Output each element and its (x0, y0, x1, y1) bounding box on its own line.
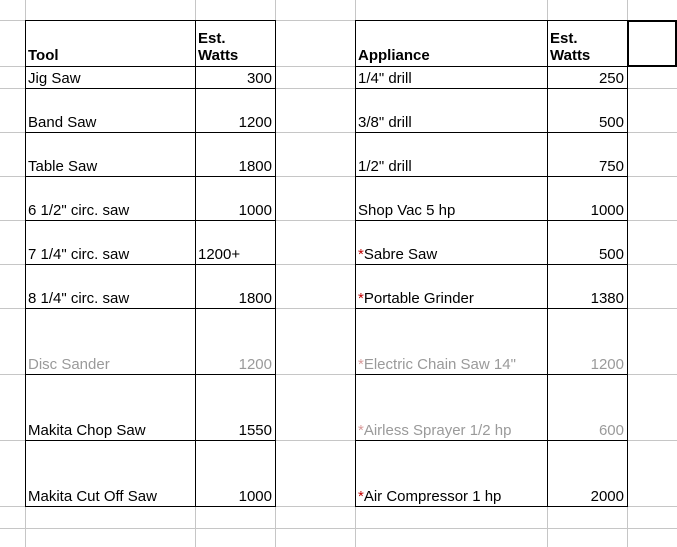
tool-name-cell[interactable] (25, 441, 195, 506)
tool-watts-cell[interactable] (195, 309, 275, 374)
asterisk-marker: * (358, 290, 364, 307)
appliance-label (358, 202, 455, 219)
tool-watts: 1200+ (198, 246, 241, 263)
appliance-label (358, 114, 412, 131)
tool-watts: 1800 (238, 290, 272, 307)
tool-name-cell[interactable] (25, 309, 195, 374)
appliance-watts-cell[interactable] (547, 133, 627, 176)
header-tool[interactable] (25, 21, 195, 66)
appliance-name: Air Compressor 1 hp (363, 488, 502, 505)
appliance-name-cell[interactable] (355, 67, 547, 88)
header-est-watts-left[interactable] (195, 21, 275, 66)
appliance-watts: 750 (598, 158, 624, 175)
appliance-label (358, 356, 516, 373)
appliance-label (358, 422, 511, 439)
tool-watts: 1000 (238, 488, 272, 505)
tool-name-cell[interactable] (25, 375, 195, 440)
appliance-name-cell[interactable] (355, 309, 547, 374)
appliance-name: Airless Sprayer 1/2 hp (363, 422, 512, 439)
tool-name: Band Saw (28, 114, 97, 131)
asterisk-marker: * (358, 356, 364, 373)
appliance-name-cell[interactable] (355, 221, 547, 264)
appliance-watts: 500 (598, 246, 624, 263)
appliance-watts-cell[interactable] (547, 375, 627, 440)
appliance-watts: 2000 (590, 488, 624, 505)
tool-watts-cell[interactable] (195, 265, 275, 308)
tool-name-cell[interactable] (25, 133, 195, 176)
appliance-label (358, 290, 474, 307)
appliance-label (358, 246, 437, 263)
appliance-watts-cell[interactable] (547, 441, 627, 506)
appliance-watts-cell[interactable] (547, 177, 627, 220)
tool-name-cell[interactable] (25, 67, 195, 88)
header-tool-label: Tool (28, 47, 59, 64)
tool-name-cell[interactable] (25, 221, 195, 264)
appliance-watts: 250 (598, 70, 624, 87)
asterisk-marker: * (358, 422, 364, 439)
appliance-label (358, 488, 501, 505)
appliance-watts: 600 (598, 422, 624, 439)
appliance-watts-cell[interactable] (547, 67, 627, 88)
table-border-horizontal (355, 506, 628, 507)
gridline-horizontal (0, 528, 677, 529)
appliance-label (358, 158, 412, 175)
tool-name-cell[interactable] (25, 89, 195, 132)
tool-watts-cell[interactable] (195, 441, 275, 506)
header-watts-label: Watts (198, 47, 239, 64)
tool-watts: 1200 (238, 356, 272, 373)
tool-watts: 1200 (238, 114, 272, 131)
tool-name-cell[interactable] (25, 265, 195, 308)
tool-watts-cell[interactable] (195, 221, 275, 264)
appliance-name: 1/2" drill (358, 158, 412, 175)
appliance-name: Sabre Saw (363, 246, 438, 263)
table-border-vertical (275, 20, 276, 507)
tool-name: Table Saw (28, 158, 98, 175)
tool-watts-cell[interactable] (195, 133, 275, 176)
appliance-name-cell[interactable] (355, 265, 547, 308)
tool-watts: 1800 (238, 158, 272, 175)
tool-watts-cell[interactable] (195, 67, 275, 88)
appliance-watts-cell[interactable] (547, 309, 627, 374)
appliance-watts: 1000 (590, 202, 624, 219)
table-border-vertical (627, 20, 628, 507)
header-watts-label-right: Watts (550, 47, 591, 64)
appliance-name: 3/8" drill (358, 114, 412, 131)
active-cell-selection[interactable] (627, 20, 677, 67)
appliance-watts-cell[interactable] (547, 265, 627, 308)
tool-watts: 300 (246, 70, 272, 87)
appliance-watts-cell[interactable] (547, 221, 627, 264)
table-border-horizontal (25, 506, 276, 507)
header-appliance[interactable] (355, 21, 547, 66)
tool-name: 7 1/4" circ. saw (28, 246, 130, 263)
appliance-name-cell[interactable] (355, 441, 547, 506)
header-est-label: Est. (198, 30, 226, 47)
appliance-name: 1/4" drill (358, 70, 412, 87)
appliance-name: Electric Chain Saw 14" (363, 356, 516, 373)
tool-name: 8 1/4" circ. saw (28, 290, 130, 307)
tool-name: 6 1/2" circ. saw (28, 202, 130, 219)
tool-name: Jig Saw (28, 70, 81, 87)
appliance-watts: 1200 (590, 356, 624, 373)
appliance-watts-cell[interactable] (547, 89, 627, 132)
asterisk-marker: * (358, 488, 364, 505)
appliance-name-cell[interactable] (355, 177, 547, 220)
tool-watts-cell[interactable] (195, 89, 275, 132)
appliance-label (358, 70, 412, 87)
asterisk-marker: * (358, 246, 364, 263)
tool-name-cell[interactable] (25, 177, 195, 220)
header-est-label-right: Est. (550, 30, 578, 47)
tool-watts: 1550 (238, 422, 272, 439)
header-est-watts-right[interactable] (547, 21, 627, 66)
appliance-name: Shop Vac 5 hp (358, 202, 456, 219)
appliance-name-cell[interactable] (355, 375, 547, 440)
tool-name: Disc Sander (28, 356, 110, 373)
tool-name: Makita Cut Off Saw (28, 488, 157, 505)
appliance-name-cell[interactable] (355, 133, 547, 176)
tool-name: Makita Chop Saw (28, 422, 146, 439)
appliance-watts: 500 (598, 114, 624, 131)
appliance-name: Portable Grinder (363, 290, 474, 307)
tool-watts-cell[interactable] (195, 177, 275, 220)
appliance-name-cell[interactable] (355, 89, 547, 132)
tool-watts: 1000 (238, 202, 272, 219)
tool-watts-cell[interactable] (195, 375, 275, 440)
appliance-watts: 1380 (590, 290, 624, 307)
header-appliance-label: Appliance (358, 47, 430, 64)
